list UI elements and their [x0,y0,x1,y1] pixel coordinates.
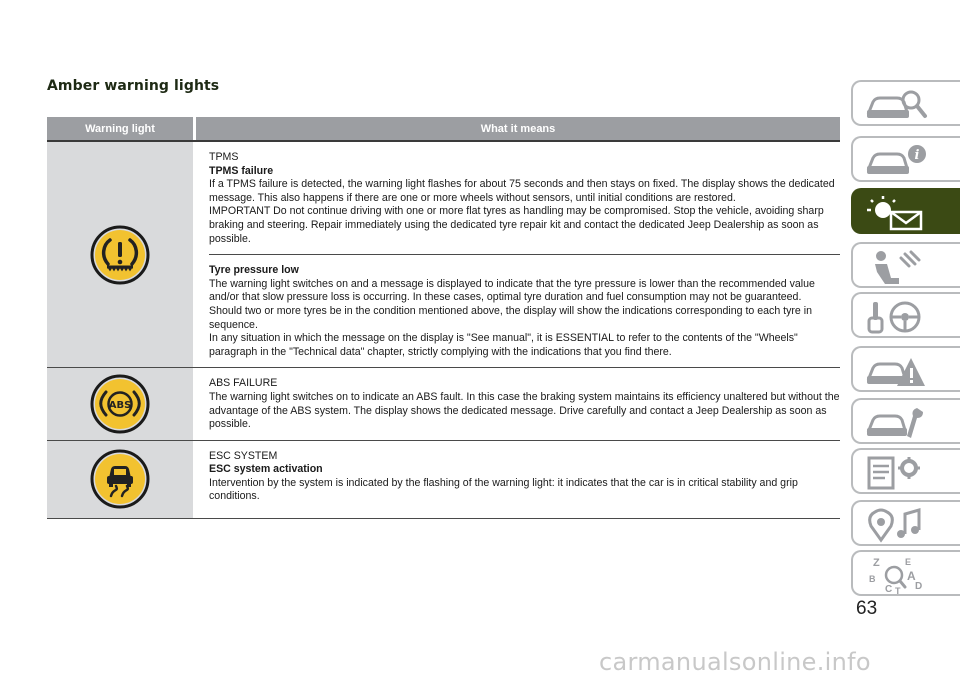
table-header [47,117,840,140]
block-paragraph: In any situation in which the message on the display is "See manual", it is ESSENTIAL to refer to the contents of the "Wheels" paragraph in the "Technical data" chapter, strictly complying with the indications that you find there. [209,332,798,358]
block-title: Tyre pressure low [209,264,299,277]
chapter-tab-getting-to-know[interactable] [851,80,960,126]
block-title: TPMS failure [209,164,274,177]
warning-light-message-icon [865,194,929,232]
block-paragraph: If a TPMS failure is detected, the warning light flashes for about 75 seconds and then stays on fixed. The display shows the dedicated message. This also happens if there are one or more wheels without sensors, until initial conditions are restored. [209,178,835,204]
chapter-tab-starting-driving[interactable] [851,292,960,338]
header-what-it-means: What it means [480,122,556,135]
svg-text:i: i [914,148,920,163]
seat-airbag-icon [865,248,929,286]
index-letters-icon [865,556,929,594]
svg-text:A: A [907,569,916,583]
block-paragraph: The warning light switches on to indicate an ABS fault. In this case the braking system maintains its efficiency unaltered but without the advantage of the ABS system. The display shows the dedicated message. Drive carefully and contact a Jeep Dealership as soon as possible. [209,390,840,431]
meaning-cell [196,142,840,367]
chapter-tab-safety[interactable] [851,242,960,288]
section-heading: Amber warning lights [47,78,220,94]
block-title: ESC system activation [209,463,323,476]
block-paragraph: The warning light switches on and a message is displayed to indicate that the tyre pressure is lower than the recommended value and/or that slow pressure loss is occurring. In these cases, optimal tyre duration and fuel consumption may not be guaranteed. [209,277,815,304]
location-music-icon [865,506,929,544]
svg-text:E: E [905,557,912,567]
chapter-tab-index[interactable] [851,550,960,596]
key-steering-wheel-icon [865,298,929,336]
table-row-esc [47,441,840,519]
svg-text:D: D [915,581,923,592]
chapter-tab-in-an-emergency[interactable] [851,346,960,392]
meaning-cell [196,368,840,439]
car-info-icon [865,142,929,180]
text-block-tyre-pressure-low [209,254,840,367]
chapter-tab-servicing[interactable] [851,398,960,444]
text-block-abs-failure [209,368,840,439]
table-row-abs [47,368,840,440]
block-label: ABS FAILURE [209,377,278,390]
meaning-cell [196,441,840,518]
chapter-tab-warning-lights[interactable] [851,188,960,234]
chapter-tab-instrument-panel[interactable] [851,136,960,182]
car-warning-triangle-icon [865,352,929,390]
warning-light-cell [47,441,196,518]
svg-text:B: B [869,574,876,584]
car-magnifier-icon [865,86,929,124]
esc-warning-icon [89,448,151,510]
header-warning-light: Warning light [47,117,196,140]
block-paragraph: Intervention by the system is indicated by the flashing of the warning light: it indicates that the car is in critical stability and grip conditions. [209,476,798,503]
tpms-warning-icon [89,224,151,286]
svg-text:T: T [895,586,901,594]
svg-text:Z: Z [873,557,880,569]
svg-text:C: C [885,584,893,594]
block-paragraph: Should two or more tyres be in the condition mentioned above, the display will show the indications corresponding to each tyre in sequence. [209,304,813,331]
abs-warning-icon [89,373,151,435]
warning-light-cell [47,368,196,439]
warning-light-cell [47,142,196,367]
chapter-tab-multimedia[interactable] [851,500,960,546]
block-label: TPMS [209,151,239,163]
table-row-tpms [47,142,840,368]
car-wrench-icon [865,404,929,442]
watermark: carmanualsonline.info [599,648,871,676]
text-block-tpms-failure [209,142,840,254]
chapter-tab-technical-data[interactable] [851,448,960,494]
document-gear-icon [865,454,929,492]
text-block-esc-system [209,441,840,518]
abs-icon-text: ABS [108,400,132,411]
page-number: 63 [856,598,878,619]
block-label: ESC SYSTEM [209,449,278,462]
block-paragraph: IMPORTANT Do not continue driving with one or more flat tyres as handling may be compromised. Stop the vehicle, avoiding sharp braking and steering. Repair immediately using the dedicated tyre repair kit and contact the dedicated Jeep Dealership as soon as possible. [209,205,824,245]
warning-lights-table [47,117,840,519]
